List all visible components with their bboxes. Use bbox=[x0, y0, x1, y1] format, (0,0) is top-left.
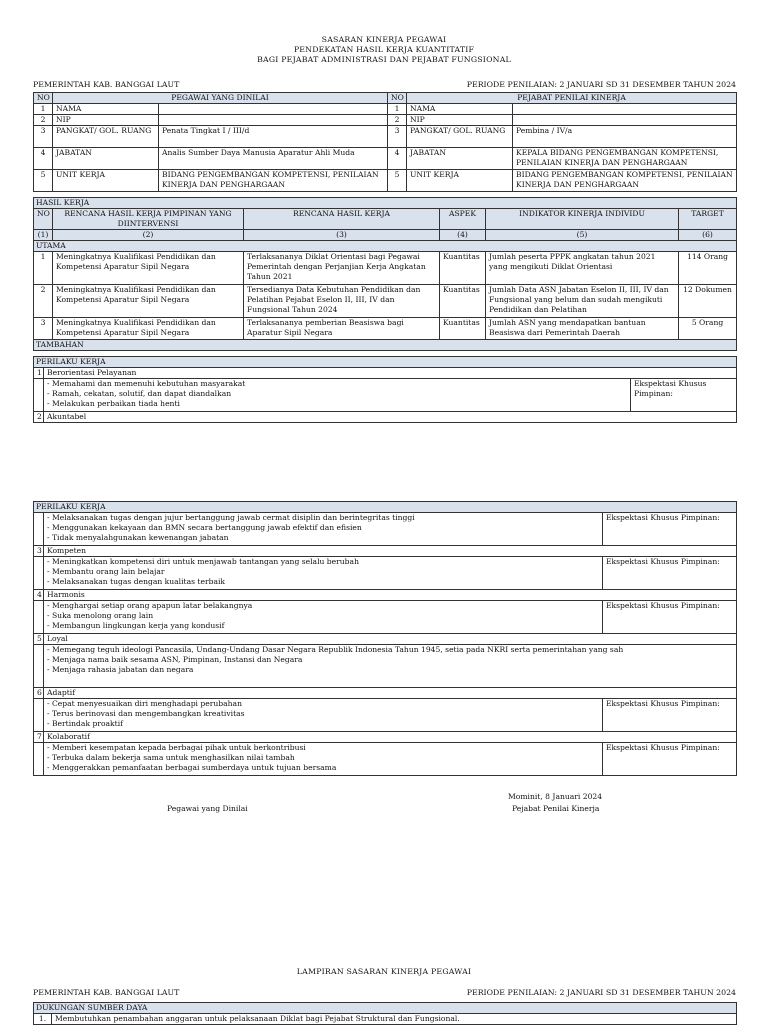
row-label: JABATAN bbox=[407, 148, 513, 170]
row-label: NAMA bbox=[407, 104, 513, 115]
row-label: NIP bbox=[53, 115, 159, 126]
table-row bbox=[34, 285, 737, 318]
row-no: 1 bbox=[34, 252, 53, 285]
point: - Melakukan perbaikan tiada henti bbox=[47, 399, 180, 408]
blank-cell bbox=[34, 601, 44, 634]
pegawai-value: Penata Tingkat I / III/d bbox=[159, 126, 388, 148]
row-no: 4 bbox=[388, 148, 407, 170]
doc-title: SASARAN KINERJA PEGAWAI bbox=[321, 35, 447, 44]
col-index: (5) bbox=[486, 230, 679, 241]
identitas-header bbox=[34, 93, 737, 104]
row-no: 2 bbox=[388, 115, 407, 126]
row-no: 1. bbox=[34, 1014, 52, 1025]
row-no: 3 bbox=[388, 126, 407, 148]
pegawai-value bbox=[159, 115, 388, 126]
perilaku-points bbox=[44, 513, 603, 546]
col-indikator: INDIKATOR KINERJA INDIVIDU bbox=[486, 209, 679, 230]
signature-place-date: Mominit, 8 Januari 2024 bbox=[508, 792, 603, 801]
ekspektasi-cell: Ekspektasi Khusus Pimpinan: bbox=[603, 513, 737, 546]
perilaku-name: Adaptif bbox=[44, 688, 737, 699]
perilaku-points bbox=[44, 645, 737, 688]
row-label: UNIT KERJA bbox=[53, 170, 159, 192]
point: - Membantu orang lain belajar bbox=[47, 567, 165, 576]
section-row bbox=[34, 241, 737, 252]
point: - Melaksanakan tugas dengan jujur bertanggung jawab cermat disiplin dan berintegritas tinggi bbox=[47, 513, 415, 522]
point: - Meningkatkan kompetensi diri untuk menjawab tantangan yang selalu berubah bbox=[47, 557, 359, 566]
doc-subtitle-2: BAGI PEJABAT ADMINISTRASI DAN PEJABAT FUNGSIONAL bbox=[257, 55, 511, 64]
point: - Terus berinovasi dan mengembangkan kreativitas bbox=[47, 709, 245, 718]
penilai-value: BIDANG PENGEMBANGAN KOMPETENSI, PENILAIAN KINERJA DAN PENGHARGAAN bbox=[513, 170, 737, 192]
ekspektasi-cell: Ekspektasi Khusus Pimpinan: bbox=[603, 743, 737, 776]
indikator-cell: Jumlah ASN yang mendapatkan bantuan Beasiswa dari Pemerintah Daerah bbox=[486, 318, 679, 340]
perilaku-heading: PERILAKU KERJA bbox=[34, 502, 737, 513]
perilaku-points bbox=[44, 379, 631, 412]
rhk-pimpinan-cell: Meningkatnya Kualifikasi Pendidikan dan Kompetensi Aparatur Sipil Negara bbox=[53, 318, 244, 340]
pegawai-value bbox=[159, 104, 388, 115]
dukungan-table bbox=[33, 1002, 737, 1025]
row-no: 1 bbox=[34, 368, 44, 379]
col-aspek: ASPEK bbox=[440, 209, 486, 230]
perilaku-detail bbox=[34, 513, 737, 546]
utama-heading: UTAMA bbox=[34, 241, 737, 252]
perilaku-item bbox=[34, 732, 737, 743]
row-no: 6 bbox=[34, 688, 44, 699]
point: - Suka menolong orang lain bbox=[47, 611, 154, 620]
target-cell: 12 Dokumen bbox=[679, 285, 737, 318]
aspek-cell: Kuantitas bbox=[440, 252, 486, 285]
pegawai-header: PEGAWAI YANG DINILAI bbox=[53, 93, 388, 104]
point: - Menggunakan kekayaan dan BMN secara bertanggung jawab efektif dan efisien bbox=[47, 523, 362, 532]
row-label: UNIT KERJA bbox=[407, 170, 513, 192]
rhk-cell: Terlaksananya Diklat Orientasi bagi Pegawai Pemerintah dengan Perjanjian Kerja Angkatan Tahun 2021 bbox=[244, 252, 440, 285]
hasil-kerja-table bbox=[33, 197, 737, 351]
perilaku-item bbox=[34, 368, 737, 379]
perilaku-item bbox=[34, 546, 737, 557]
col-index: (4) bbox=[440, 230, 486, 241]
penilai-header: PEJABAT PENILAI KINERJA bbox=[407, 93, 737, 104]
perilaku-name: Berorientasi Pelayanan bbox=[44, 368, 737, 379]
col-index: (3) bbox=[244, 230, 440, 241]
point: - Membangun lingkungan kerja yang kondusif bbox=[47, 621, 225, 630]
row-label: JABATAN bbox=[53, 148, 159, 170]
col-rhk-pimpinan: RENCANA HASIL KERJA PIMPINAN YANG DIINTERVENSI bbox=[53, 209, 244, 230]
point: - Menghargai setiap orang apapun latar belakangnya bbox=[47, 601, 253, 610]
perilaku-name: Kompeten bbox=[44, 546, 737, 557]
section-row bbox=[34, 1003, 737, 1014]
indikator-cell: Jumlah peserta PPPK angkatan tahun 2021 yang mengikuti Diklat Orientasi bbox=[486, 252, 679, 285]
list-item bbox=[34, 1014, 737, 1025]
row-no: 2 bbox=[34, 115, 53, 126]
periode-label: PERIODE PENILAIAN: 2 JANUARI SD 31 DESEMBER TAHUN 2024 bbox=[466, 80, 736, 89]
table-row bbox=[34, 318, 737, 340]
perilaku-detail bbox=[34, 601, 737, 634]
perilaku-detail bbox=[34, 645, 737, 688]
perilaku-item bbox=[34, 688, 737, 699]
doc-subtitle: PENDEKATAN HASIL KERJA KUANTITATIF bbox=[293, 45, 475, 54]
row-no: 3 bbox=[34, 126, 53, 148]
no-header: NO bbox=[34, 93, 53, 104]
perilaku-heading: PERILAKU KERJA bbox=[34, 357, 737, 368]
ekspektasi-cell: Ekspektasi Khusus Pimpinan: bbox=[603, 601, 737, 634]
row-no: 5 bbox=[34, 634, 44, 645]
point: - Memegang teguh ideologi Pancasila, Undang-Undang Dasar Negara Republik Indonesia Tahun 1945, setia pada NKRI serta pemerintahan yang sah bbox=[47, 645, 624, 654]
row-label: NAMA bbox=[53, 104, 159, 115]
row-no: 5 bbox=[388, 170, 407, 192]
row-no: 2 bbox=[34, 412, 44, 423]
point: - Ramah, cekatan, solutif, dan dapat diandalkan bbox=[47, 389, 232, 398]
section-row bbox=[34, 340, 737, 351]
row-no: 4 bbox=[34, 148, 53, 170]
col-rhk: RENCANA HASIL KERJA bbox=[244, 209, 440, 230]
point: - Bertindak proaktif bbox=[47, 719, 123, 728]
row-no: 1 bbox=[388, 104, 407, 115]
section-row bbox=[34, 198, 737, 209]
col-index: (1) bbox=[34, 230, 53, 241]
no-header: NO bbox=[388, 93, 407, 104]
row-label: NIP bbox=[407, 115, 513, 126]
penilai-value bbox=[513, 104, 737, 115]
dukungan-heading: DUKUNGAN SUMBER DAYA bbox=[34, 1003, 737, 1014]
perilaku-item bbox=[34, 412, 737, 423]
row-no: 5 bbox=[34, 170, 53, 192]
row-no: 7 bbox=[34, 732, 44, 743]
ekspektasi-cell: Ekspektasi Khusus Pimpinan: bbox=[603, 557, 737, 590]
instansi-label: PEMERINTAH KAB. BANGGAI LAUT bbox=[33, 988, 180, 997]
lampiran-title: LAMPIRAN SASARAN KINERJA PEGAWAI bbox=[296, 967, 472, 976]
point: - Menjaga rahasia jabatan dan negara bbox=[47, 665, 194, 674]
row-no: 2 bbox=[34, 285, 53, 318]
signature-pegawai: Pegawai yang Dinilai bbox=[167, 804, 248, 813]
dukungan-text: Membutuhkan penambahan anggaran untuk pelaksanaan Diklat bagi Pejabat Struktural dan Fungsional. bbox=[52, 1014, 737, 1025]
ekspektasi-cell: Ekspektasi Khusus Pimpinan: bbox=[631, 379, 737, 412]
hasil-kerja-header bbox=[34, 209, 737, 230]
periode-label: PERIODE PENILAIAN: 2 JANUARI SD 31 DESEMBER TAHUN 2024 bbox=[466, 988, 736, 997]
hasil-kerja-heading: HASIL KERJA bbox=[34, 198, 737, 209]
section-row bbox=[34, 357, 737, 368]
rhk-cell: Tersedianya Data Kebutuhan Pendidikan dan Pelatihan Pejabat Eselon II, III, IV dan Fungsional Tahun 2024 bbox=[244, 285, 440, 318]
penilai-value: KEPALA BIDANG PENGEMBANGAN KOMPETENSI, PENILAIAN KINERJA DAN PENGHARGAAN bbox=[513, 148, 737, 170]
target-cell: 114 Orang bbox=[679, 252, 737, 285]
penilai-value: Pembina / IV/a bbox=[513, 126, 737, 148]
identitas-row bbox=[34, 148, 737, 170]
perilaku-name: Kolaboratif bbox=[44, 732, 737, 743]
aspek-cell: Kuantitas bbox=[440, 285, 486, 318]
row-label: PANGKAT/ GOL. RUANG bbox=[53, 126, 159, 148]
perilaku-item bbox=[34, 590, 737, 601]
identitas-table bbox=[33, 92, 737, 192]
point: - Menggerakkan pemanfaatan berbagai sumberdaya untuk tujuan bersama bbox=[47, 763, 337, 772]
perilaku-name: Akuntabel bbox=[44, 412, 737, 423]
row-label: PANGKAT/ GOL. RUANG bbox=[407, 126, 513, 148]
identitas-row bbox=[34, 126, 737, 148]
blank-cell bbox=[34, 699, 44, 732]
tambahan-heading: TAMBAHAN bbox=[34, 340, 737, 351]
blank-cell bbox=[34, 645, 44, 688]
penilai-value bbox=[513, 115, 737, 126]
perilaku-name: Loyal bbox=[44, 634, 737, 645]
point: - Tidak menyalahgunakan kewenangan jabatan bbox=[47, 533, 229, 542]
blank-cell bbox=[34, 513, 44, 546]
row-no: 4 bbox=[34, 590, 44, 601]
rhk-cell: Terlaksananya pemberian Beasiswa bagi Aparatur Sipil Negara bbox=[244, 318, 440, 340]
perilaku-detail bbox=[34, 743, 737, 776]
signature-penilai: Pejabat Penilai Kinerja bbox=[512, 804, 600, 813]
pegawai-value: Analis Sumber Daya Manusia Aparatur Ahli Muda bbox=[159, 148, 388, 170]
perilaku-kerja-table-2 bbox=[33, 501, 737, 776]
perilaku-kerja-table-1 bbox=[33, 356, 737, 423]
col-index: (6) bbox=[679, 230, 737, 241]
instansi-label: PEMERINTAH KAB. BANGGAI LAUT bbox=[33, 80, 180, 89]
row-no: 3 bbox=[34, 318, 53, 340]
pegawai-value: BIDANG PENGEMBANGAN KOMPETENSI, PENILAIAN KINERJA DAN PENGHARGAAN bbox=[159, 170, 388, 192]
row-no: 3 bbox=[34, 546, 44, 557]
perilaku-points bbox=[44, 557, 603, 590]
indikator-cell: Jumlah Data ASN Jabatan Eselon II, III, IV dan Fungsional yang belum dan sudah mengikuti Pendidikan dan Pelatihan bbox=[486, 285, 679, 318]
point: - Memahami dan memenuhi kebutuhan masyarakat bbox=[47, 379, 246, 388]
column-index-row bbox=[34, 230, 737, 241]
row-no: 1 bbox=[34, 104, 53, 115]
perilaku-detail bbox=[34, 699, 737, 732]
point: - Cepat menyesuaikan diri menghadapi perubahan bbox=[47, 699, 242, 708]
point: - Memberi kesempatan kepada berbagai pihak untuk berkontribusi bbox=[47, 743, 306, 752]
perilaku-detail bbox=[34, 379, 737, 412]
perilaku-points bbox=[44, 699, 603, 732]
rhk-pimpinan-cell: Meningkatnya Kualifikasi Pendidikan dan Kompetensi Aparatur Sipil Negara bbox=[53, 252, 244, 285]
identitas-row bbox=[34, 115, 737, 126]
col-index: (2) bbox=[53, 230, 244, 241]
ekspektasi-cell: Ekspektasi Khusus Pimpinan: bbox=[603, 699, 737, 732]
rhk-pimpinan-cell: Meningkatnya Kualifikasi Pendidikan dan Kompetensi Aparatur Sipil Negara bbox=[53, 285, 244, 318]
blank-cell bbox=[34, 557, 44, 590]
perilaku-item bbox=[34, 634, 737, 645]
perilaku-points bbox=[44, 601, 603, 634]
point: - Melaksanakan tugas dengan kualitas terbaik bbox=[47, 577, 226, 586]
perilaku-points bbox=[44, 743, 603, 776]
target-cell: 5 Orang bbox=[679, 318, 737, 340]
col-no: NO bbox=[34, 209, 53, 230]
point: - Menjaga nama baik sesama ASN, Pimpinan, Instansi dan Negara bbox=[47, 655, 303, 664]
identitas-row bbox=[34, 170, 737, 192]
point: - Terbuka dalam bekerja sama untuk menghasilkan nilai tambah bbox=[47, 753, 295, 762]
identitas-row bbox=[34, 104, 737, 115]
col-target: TARGET bbox=[679, 209, 737, 230]
blank-cell bbox=[34, 379, 44, 412]
blank-cell bbox=[34, 743, 44, 776]
section-row bbox=[34, 502, 737, 513]
perilaku-detail bbox=[34, 557, 737, 590]
perilaku-name: Harmonis bbox=[44, 590, 737, 601]
table-row bbox=[34, 252, 737, 285]
aspek-cell: Kuantitas bbox=[440, 318, 486, 340]
